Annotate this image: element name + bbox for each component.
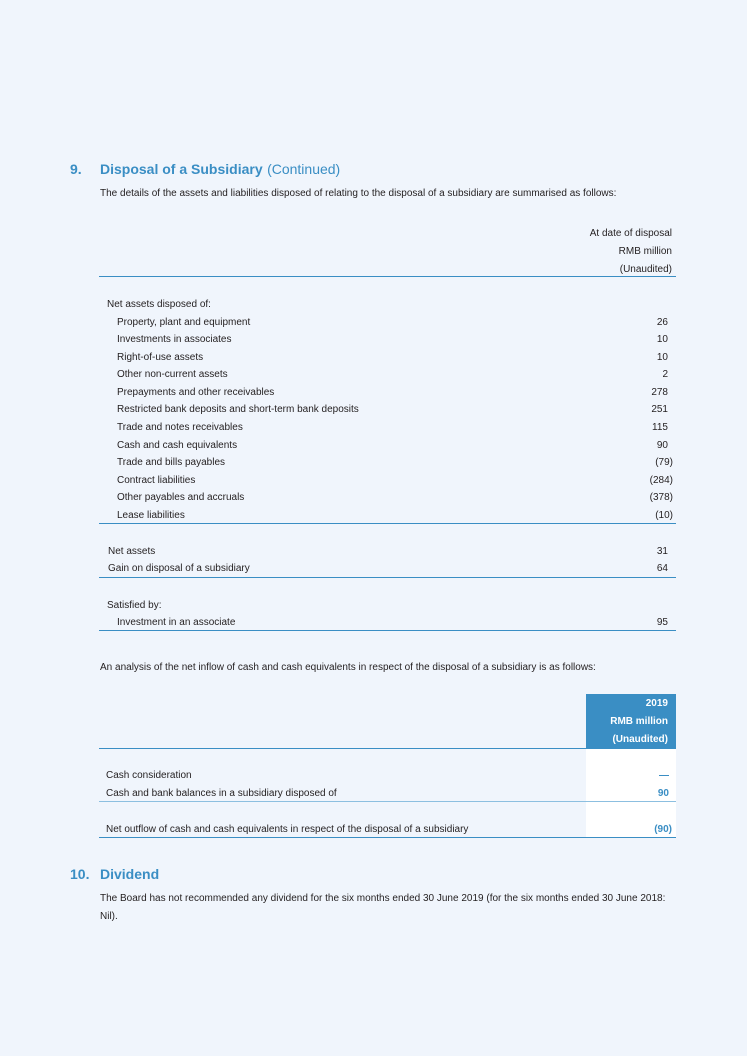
table-row-label: Prepayments and other receivables: [117, 387, 275, 398]
table1-header-rule: [99, 276, 676, 277]
table2-row-value: 90: [657, 788, 669, 799]
section-10-title: Dividend: [100, 866, 160, 882]
table-row-value: 251: [651, 404, 668, 415]
satisfied-row-value: 95: [656, 617, 668, 628]
table2-total-value: (90): [654, 824, 672, 835]
table-row-label: Investments in associates: [117, 334, 232, 345]
table-row-label: Contract liabilities: [117, 475, 196, 486]
gain-label: Gain on disposal of a subsidiary: [108, 563, 250, 574]
section-10-text: The Board has not recommended any dividend for the six months ended 30 June 2019 (for the six months ended 30 June 2018: Nil).: [100, 893, 666, 922]
table1-header-audit: (Unaudited): [619, 264, 672, 275]
table-row-value: (284): [649, 475, 673, 486]
table-row-label: Lease liabilities: [117, 510, 185, 521]
section-10-number: 10.: [70, 866, 90, 882]
table1-group-label: Net assets disposed of:: [107, 299, 211, 310]
section-9-intro: The details of the assets and liabilities disposed of relating to the disposal of a subsidiary are summarised as follows:: [100, 188, 617, 199]
table-row-value: 26: [656, 317, 668, 328]
table-row-value: 278: [651, 387, 668, 398]
table-row-value: (79): [655, 457, 673, 468]
table2-row-label: Cash consideration: [106, 770, 192, 781]
table-row-value: 115: [652, 422, 668, 433]
table-row-label: Property, plant and equipment: [117, 317, 251, 328]
net-assets-label: Net assets: [108, 546, 156, 557]
table-row-value: (378): [649, 492, 673, 503]
table2-bottom-rule: [99, 837, 676, 838]
section-9-title: Disposal of a Subsidiary: [100, 161, 263, 177]
table-row-label: Right-of-use assets: [117, 352, 204, 363]
satisfied-row-label: Investment in an associate: [117, 617, 236, 628]
net-assets-value: 31: [656, 546, 668, 557]
section-9-number: 9.: [70, 161, 82, 177]
table-row-label: Trade and bills payables: [117, 457, 226, 468]
table-row-label: Restricted bank deposits and short-term bank deposits: [117, 404, 359, 415]
section-9-continued: (Continued): [267, 161, 341, 177]
table-row-value: (10): [655, 510, 673, 521]
table2-subtotal-rule: [99, 801, 676, 802]
section-9-heading: [100, 161, 340, 179]
table-row-value: 10: [656, 334, 668, 345]
table-row-label: Cash and cash equivalents: [117, 440, 238, 451]
table1-gain-rule: [99, 577, 676, 578]
table-row-label: Other payables and accruals: [117, 492, 245, 503]
table-row-label: Trade and notes receivables: [117, 422, 243, 433]
table2-header-rule: [99, 748, 676, 749]
gain-value: 64: [656, 563, 668, 574]
table-row-value: 90: [656, 440, 668, 451]
table2-header-unit: RMB million: [610, 716, 668, 727]
table-row-value: 2: [662, 369, 668, 380]
analysis-intro: An analysis of the net inflow of cash and cash equivalents in respect of the disposal of a subsidiary is as follows:: [100, 662, 596, 673]
table2-total-label: Net outflow of cash and cash equivalents in respect of the disposal of a subsidiary: [106, 824, 469, 835]
satisfied-label: Satisfied by:: [107, 600, 162, 611]
table2-header-year: 2019: [645, 698, 668, 709]
table2-header-audit: (Unaudited): [612, 734, 668, 745]
table2-row-value: —: [659, 770, 669, 781]
table1-bottom-rule: [99, 630, 676, 631]
table1-subtotal-rule: [99, 523, 676, 524]
table-row-label: Other non-current assets: [117, 369, 228, 380]
table1-header-unit: RMB million: [618, 246, 672, 257]
table-row-value: 10: [656, 352, 668, 363]
table2-row-label: Cash and bank balances in a subsidiary disposed of: [106, 788, 337, 799]
table1-header-date: At date of disposal: [589, 228, 672, 239]
